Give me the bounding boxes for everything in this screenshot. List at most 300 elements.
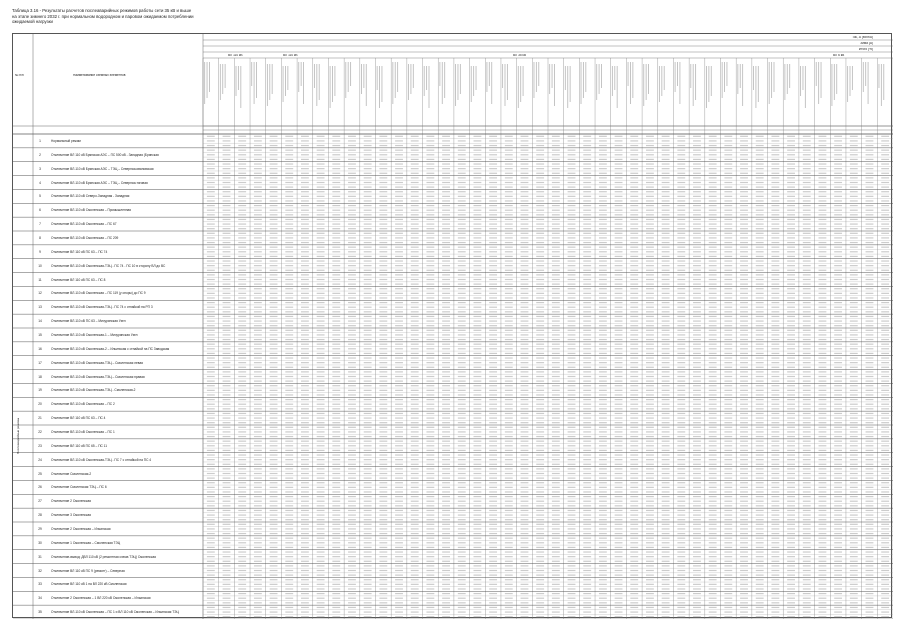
- cell-value-glyph: [881, 611, 889, 612]
- cell-value-glyph: [866, 450, 874, 451]
- cell-value-glyph: [756, 367, 764, 368]
- cell-value-glyph: [552, 616, 560, 617]
- cell-value-glyph: [787, 344, 795, 345]
- cell-value-glyph: [489, 394, 497, 395]
- cell-value-glyph: [568, 450, 576, 451]
- cell-value-glyph: [317, 450, 325, 451]
- cell-value-glyph: [332, 325, 340, 326]
- cell-value-glyph: [630, 311, 638, 312]
- cell-value-glyph: [756, 570, 764, 571]
- cell-value-glyph: [834, 247, 842, 248]
- cell-value-glyph: [364, 593, 372, 594]
- cell-value-glyph: [474, 242, 482, 243]
- cell-value-glyph: [630, 431, 638, 432]
- cell-value-glyph: [724, 450, 732, 451]
- cell-value-glyph: [238, 505, 246, 506]
- cell-value-glyph: [740, 598, 748, 599]
- side-label: Послеаварийные режимы: [16, 417, 20, 454]
- cell-value-glyph: [458, 168, 466, 169]
- cell-value-glyph: [568, 491, 576, 492]
- cell-value-glyph: [489, 528, 497, 529]
- cell-value-glyph: [364, 436, 372, 437]
- cell-value-glyph: [771, 551, 779, 552]
- cell-value-glyph: [489, 538, 497, 539]
- cell-value-glyph: [803, 177, 811, 178]
- cell-value-glyph: [426, 394, 434, 395]
- cell-value-glyph: [458, 611, 466, 612]
- cell-value-glyph: [630, 487, 638, 488]
- column-title-glyph: [455, 64, 456, 106]
- cell-value-glyph: [709, 547, 717, 548]
- cell-value-glyph: [223, 561, 231, 562]
- cell-value-glyph: [787, 371, 795, 372]
- cell-value-glyph: [332, 320, 340, 321]
- cell-value-glyph: [850, 214, 858, 215]
- cell-value-glyph: [677, 325, 685, 326]
- cell-value-glyph: [850, 473, 858, 474]
- cell-value-glyph: [458, 473, 466, 474]
- cell-value-glyph: [238, 191, 246, 192]
- cell-value-glyph: [615, 311, 623, 312]
- cell-value-glyph: [756, 399, 764, 400]
- cell-value-glyph: [787, 316, 795, 317]
- cell-value-glyph: [662, 436, 670, 437]
- cell-value-glyph: [270, 427, 278, 428]
- cell-value-glyph: [238, 339, 246, 340]
- cell-value-glyph: [379, 399, 387, 400]
- cell-value-glyph: [395, 302, 403, 303]
- cell-value-glyph: [474, 223, 482, 224]
- cell-value-glyph: [819, 505, 827, 506]
- cell-value-glyph: [615, 214, 623, 215]
- cell-value-glyph: [615, 140, 623, 141]
- cell-value-glyph: [819, 598, 827, 599]
- cell-value-glyph: [411, 325, 419, 326]
- cell-value-glyph: [317, 514, 325, 515]
- cell-value-glyph: [630, 584, 638, 585]
- cell-value-glyph: [709, 487, 717, 488]
- cell-value-glyph: [411, 598, 419, 599]
- cell-value-glyph: [693, 219, 701, 220]
- cell-value-glyph: [458, 136, 466, 137]
- cell-value-glyph: [301, 187, 309, 188]
- cell-value-glyph: [207, 237, 215, 238]
- cell-value-glyph: [693, 450, 701, 451]
- cell-value-glyph: [521, 136, 529, 137]
- cell-value-glyph: [552, 431, 560, 432]
- cell-value-glyph: [850, 353, 858, 354]
- cell-value-glyph: [474, 588, 482, 589]
- cell-value-glyph: [724, 297, 732, 298]
- cell-value-glyph: [379, 422, 387, 423]
- cell-value-glyph: [223, 265, 231, 266]
- cell-value-glyph: [521, 284, 529, 285]
- cell-value-glyph: [458, 293, 466, 294]
- cell-value-glyph: [395, 251, 403, 252]
- cell-value-glyph: [583, 616, 591, 617]
- cell-value-glyph: [568, 228, 576, 229]
- cell-value-glyph: [709, 417, 717, 418]
- cell-value-glyph: [677, 519, 685, 520]
- cell-value-glyph: [787, 496, 795, 497]
- cell-value-glyph: [630, 140, 638, 141]
- cell-value-glyph: [787, 385, 795, 386]
- cell-value-glyph: [536, 242, 544, 243]
- cell-value-glyph: [552, 136, 560, 137]
- cell-value-glyph: [866, 616, 874, 617]
- cell-value-glyph: [379, 417, 387, 418]
- cell-value-glyph: [693, 542, 701, 543]
- cell-value-glyph: [662, 501, 670, 502]
- cell-value-glyph: [474, 228, 482, 229]
- column-title-glyph: [207, 62, 208, 98]
- cell-value-glyph: [834, 191, 842, 192]
- cell-value-glyph: [458, 538, 466, 539]
- cell-value-glyph: [254, 436, 262, 437]
- cell-value-glyph: [411, 611, 419, 612]
- cell-value-glyph: [787, 200, 795, 201]
- cell-value-glyph: [489, 297, 497, 298]
- cell-value-glyph: [819, 344, 827, 345]
- cell-value-glyph: [505, 344, 513, 345]
- cell-value-glyph: [301, 219, 309, 220]
- cell-value-glyph: [693, 334, 701, 335]
- cell-value-glyph: [332, 575, 340, 576]
- cell-value-glyph: [521, 187, 529, 188]
- cell-value-glyph: [270, 330, 278, 331]
- cell-value-glyph: [677, 233, 685, 234]
- cell-value-glyph: [771, 251, 779, 252]
- cell-value-glyph: [285, 196, 293, 197]
- cell-value-glyph: [834, 140, 842, 141]
- cell-value-glyph: [834, 210, 842, 211]
- cell-value-glyph: [332, 288, 340, 289]
- cell-value-glyph: [301, 154, 309, 155]
- cell-value-glyph: [411, 616, 419, 617]
- cell-value-glyph: [803, 408, 811, 409]
- cell-value-glyph: [787, 237, 795, 238]
- cell-value-glyph: [646, 413, 654, 414]
- cell-value-glyph: [693, 260, 701, 261]
- cell-value-glyph: [285, 575, 293, 576]
- cell-value-glyph: [819, 348, 827, 349]
- cell-value-glyph: [301, 237, 309, 238]
- cell-value-glyph: [771, 441, 779, 442]
- cell-value-glyph: [771, 320, 779, 321]
- cell-value-glyph: [677, 362, 685, 363]
- row-label: Отключение ВЛ-110 кВ Смоленская – ПС 209: [51, 235, 119, 240]
- cell-value-glyph: [583, 611, 591, 612]
- cell-value-glyph: [317, 279, 325, 280]
- cell-value-glyph: [881, 187, 889, 188]
- cell-value-glyph: [677, 533, 685, 534]
- cell-value-glyph: [771, 510, 779, 511]
- cell-value-glyph: [489, 454, 497, 455]
- cell-value-glyph: [866, 297, 874, 298]
- cell-value-glyph: [489, 399, 497, 400]
- cell-value-glyph: [458, 390, 466, 391]
- cell-value-glyph: [646, 593, 654, 594]
- cell-value-glyph: [583, 163, 591, 164]
- cell-value-glyph: [646, 514, 654, 515]
- cell-value-glyph: [787, 441, 795, 442]
- cell-value-glyph: [834, 441, 842, 442]
- cell-value-glyph: [583, 561, 591, 562]
- cell-value-glyph: [332, 431, 340, 432]
- cell-value-glyph: [505, 307, 513, 308]
- cell-value-glyph: [442, 177, 450, 178]
- cell-value-glyph: [693, 551, 701, 552]
- cell-value-glyph: [348, 353, 356, 354]
- table-grid: [13, 34, 893, 619]
- cell-value-glyph: [677, 237, 685, 238]
- cell-value-glyph: [771, 436, 779, 437]
- cell-value-glyph: [536, 334, 544, 335]
- cell-value-glyph: [348, 362, 356, 363]
- cell-value-glyph: [521, 320, 529, 321]
- cell-value-glyph: [317, 367, 325, 368]
- cell-value-glyph: [866, 556, 874, 557]
- cell-value-glyph: [662, 320, 670, 321]
- cell-value-glyph: [834, 399, 842, 400]
- cell-value-glyph: [866, 168, 874, 169]
- cell-value-glyph: [881, 427, 889, 428]
- cell-value-glyph: [552, 561, 560, 562]
- cell-value-glyph: [819, 496, 827, 497]
- cell-value-glyph: [724, 510, 732, 511]
- cell-value-glyph: [646, 210, 654, 211]
- cell-value-glyph: [630, 427, 638, 428]
- cell-value-glyph: [834, 450, 842, 451]
- cell-value-glyph: [819, 367, 827, 368]
- cell-value-glyph: [332, 334, 340, 335]
- cell-value-glyph: [630, 334, 638, 335]
- cell-value-glyph: [411, 376, 419, 377]
- cell-value-glyph: [458, 547, 466, 548]
- cell-value-glyph: [615, 367, 623, 368]
- cell-value-glyph: [834, 154, 842, 155]
- cell-value-glyph: [505, 598, 513, 599]
- cell-value-glyph: [630, 514, 638, 515]
- cell-value-glyph: [693, 233, 701, 234]
- cell-value-glyph: [332, 390, 340, 391]
- cell-value-glyph: [787, 145, 795, 146]
- cell-value-glyph: [364, 551, 372, 552]
- cell-value-glyph: [379, 339, 387, 340]
- cell-value-glyph: [662, 487, 670, 488]
- cell-value-glyph: [771, 214, 779, 215]
- cell-value-glyph: [850, 233, 858, 234]
- cell-value-glyph: [285, 320, 293, 321]
- cell-value-glyph: [583, 459, 591, 460]
- cell-value-glyph: [881, 237, 889, 238]
- cell-value-glyph: [646, 556, 654, 557]
- cell-value-glyph: [866, 505, 874, 506]
- cell-value-glyph: [787, 394, 795, 395]
- cell-value-glyph: [803, 616, 811, 617]
- cell-value-glyph: [254, 468, 262, 469]
- cell-value-glyph: [866, 367, 874, 368]
- cell-value-glyph: [756, 265, 764, 266]
- cell-value-glyph: [521, 385, 529, 386]
- cell-value-glyph: [285, 468, 293, 469]
- cell-value-glyph: [379, 464, 387, 465]
- cell-value-glyph: [630, 579, 638, 580]
- row-number: 25: [38, 471, 42, 476]
- cell-value-glyph: [254, 505, 262, 506]
- cell-value-glyph: [693, 223, 701, 224]
- cell-value-glyph: [489, 334, 497, 335]
- cell-value-glyph: [866, 228, 874, 229]
- row-label: Отключение 2 Смоленская: [51, 499, 91, 504]
- cell-value-glyph: [662, 330, 670, 331]
- cell-value-glyph: [630, 464, 638, 465]
- cell-value-glyph: [223, 279, 231, 280]
- cell-value-glyph: [442, 376, 450, 377]
- cell-value-glyph: [317, 357, 325, 358]
- cell-value-glyph: [379, 362, 387, 363]
- cell-value-glyph: [223, 510, 231, 511]
- cell-value-glyph: [599, 399, 607, 400]
- cell-value-glyph: [505, 427, 513, 428]
- cell-value-glyph: [646, 385, 654, 386]
- cell-value-glyph: [724, 417, 732, 418]
- cell-value-glyph: [379, 593, 387, 594]
- column-title-glyph: [628, 62, 629, 86]
- cell-value-glyph: [599, 265, 607, 266]
- cell-value-glyph: [771, 468, 779, 469]
- cell-value-glyph: [850, 487, 858, 488]
- column-title-glyph: [708, 66, 709, 102]
- cell-value-glyph: [552, 187, 560, 188]
- cell-value-glyph: [238, 464, 246, 465]
- cell-value-glyph: [881, 196, 889, 197]
- cell-value-glyph: [552, 445, 560, 446]
- cell-value-glyph: [223, 219, 231, 220]
- cell-value-glyph: [583, 501, 591, 502]
- cell-value-glyph: [803, 270, 811, 271]
- cell-value-glyph: [583, 260, 591, 261]
- cell-value-glyph: [583, 533, 591, 534]
- cell-value-glyph: [568, 376, 576, 377]
- cell-value-glyph: [317, 210, 325, 211]
- cell-value-glyph: [364, 496, 372, 497]
- cell-value-glyph: [270, 519, 278, 520]
- cell-value-glyph: [301, 427, 309, 428]
- cell-value-glyph: [787, 533, 795, 534]
- cell-value-glyph: [662, 408, 670, 409]
- cell-value-glyph: [787, 173, 795, 174]
- cell-value-glyph: [536, 468, 544, 469]
- cell-value-glyph: [771, 593, 779, 594]
- cell-value-glyph: [881, 445, 889, 446]
- cell-value-glyph: [552, 339, 560, 340]
- cell-value-glyph: [238, 376, 246, 377]
- cell-value-glyph: [850, 602, 858, 603]
- cell-value-glyph: [521, 173, 529, 174]
- cell-value-glyph: [270, 334, 278, 335]
- cell-value-glyph: [834, 344, 842, 345]
- row-label: Отключение ВЛ-110 кВ Смоленская – ПС 2: [51, 402, 115, 407]
- cell-value-glyph: [709, 173, 717, 174]
- cell-value-glyph: [395, 611, 403, 612]
- cell-value-glyph: [834, 376, 842, 377]
- cell-value-glyph: [646, 454, 654, 455]
- cell-value-glyph: [505, 394, 513, 395]
- cell-value-glyph: [740, 150, 748, 151]
- cell-value-glyph: [630, 376, 638, 377]
- cell-value-glyph: [834, 242, 842, 243]
- cell-value-glyph: [630, 510, 638, 511]
- cell-value-glyph: [693, 293, 701, 294]
- cell-value-glyph: [583, 353, 591, 354]
- cell-value-glyph: [630, 450, 638, 451]
- cell-value-glyph: [630, 302, 638, 303]
- cell-value-glyph: [834, 145, 842, 146]
- cell-value-glyph: [756, 385, 764, 386]
- cell-value-glyph: [866, 330, 874, 331]
- cell-value-glyph: [709, 233, 717, 234]
- cell-value-glyph: [819, 533, 827, 534]
- cell-value-glyph: [662, 510, 670, 511]
- cell-value-glyph: [317, 302, 325, 303]
- cell-value-glyph: [630, 362, 638, 363]
- cell-value-glyph: [395, 579, 403, 580]
- cell-value-glyph: [411, 136, 419, 137]
- cell-value-glyph: [348, 284, 356, 285]
- cell-value-glyph: [866, 390, 874, 391]
- cell-value-glyph: [505, 205, 513, 206]
- cell-value-glyph: [426, 533, 434, 534]
- cell-value-glyph: [756, 450, 764, 451]
- cell-value-glyph: [379, 154, 387, 155]
- cell-value-glyph: [850, 542, 858, 543]
- cell-value-glyph: [285, 547, 293, 548]
- cell-value-glyph: [442, 210, 450, 211]
- cell-value-glyph: [458, 505, 466, 506]
- cell-value-glyph: [599, 565, 607, 566]
- cell-value-glyph: [677, 478, 685, 479]
- cell-value-glyph: [693, 274, 701, 275]
- cell-value-glyph: [850, 598, 858, 599]
- cell-value-glyph: [489, 159, 497, 160]
- cell-value-glyph: [207, 478, 215, 479]
- cell-value-glyph: [599, 177, 607, 178]
- cell-value-glyph: [489, 330, 497, 331]
- cell-value-glyph: [489, 381, 497, 382]
- cell-value-glyph: [426, 473, 434, 474]
- cell-value-glyph: [301, 251, 309, 252]
- cell-value-glyph: [223, 371, 231, 372]
- cell-value-glyph: [834, 284, 842, 285]
- cell-value-glyph: [583, 556, 591, 557]
- cell-value-glyph: [379, 260, 387, 261]
- cell-value-glyph: [474, 316, 482, 317]
- cell-value-glyph: [348, 307, 356, 308]
- cell-value-glyph: [866, 274, 874, 275]
- column-title-glyph: [821, 62, 822, 98]
- cell-value-glyph: [364, 468, 372, 469]
- cell-value-glyph: [270, 468, 278, 469]
- cell-value-glyph: [285, 367, 293, 368]
- column-title-glyph: [204, 62, 205, 104]
- cell-value-glyph: [285, 417, 293, 418]
- cell-value-glyph: [677, 607, 685, 608]
- cell-value-glyph: [270, 404, 278, 405]
- cell-value-glyph: [646, 307, 654, 308]
- cell-value-glyph: [442, 491, 450, 492]
- cell-value-glyph: [866, 182, 874, 183]
